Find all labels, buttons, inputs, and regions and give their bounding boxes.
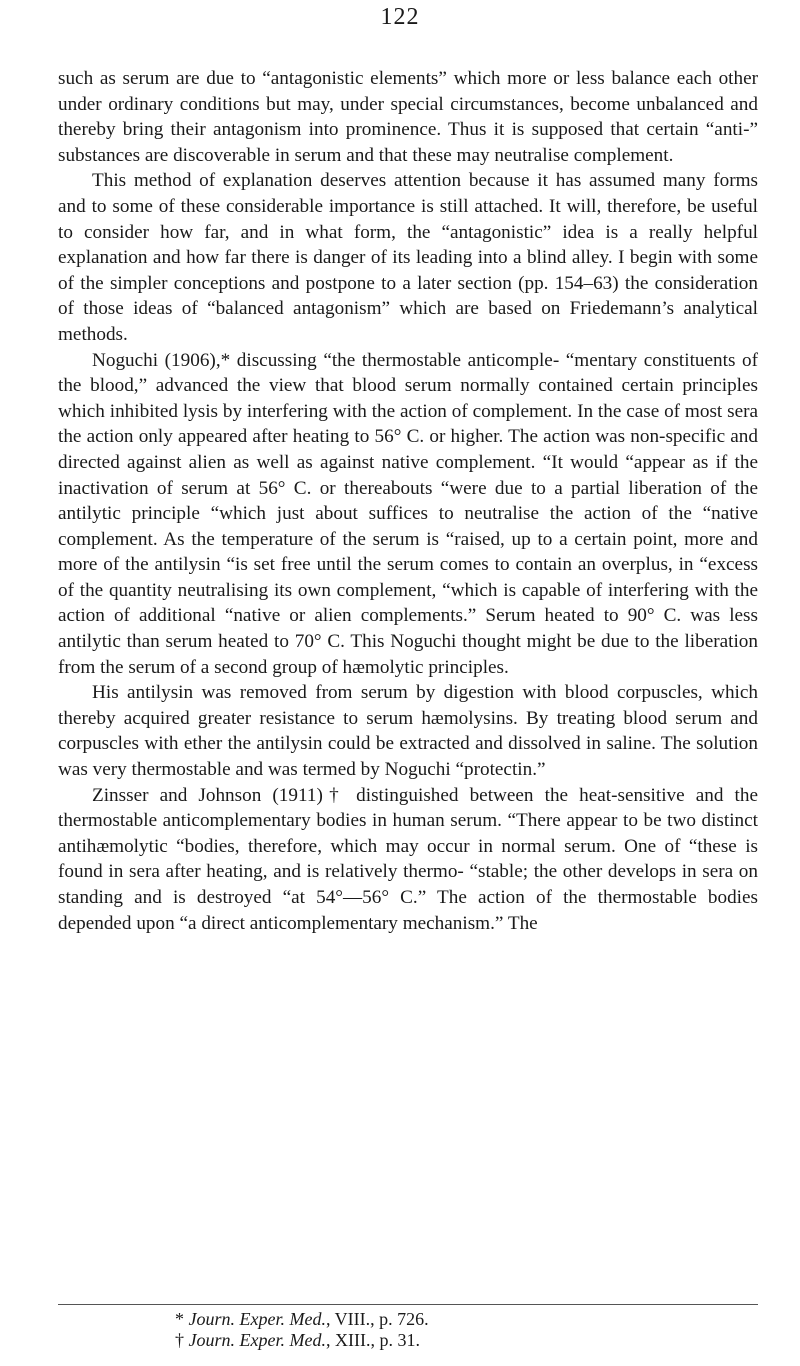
footnote-reference: , VIII., p. 726. [325, 1309, 429, 1329]
paragraph-noguchi-1906: Noguchi (1906),* discussing “the thermostable anticomple- “mentary constituents of the blood,” advanced the view that blood serum normally contained certain principles which inhibited lysis by interfering with the action of complement. In the case of most sera the action only appeared after heating to 56° C. or higher. The action was non-specific and directed against alien as well as against native complement. “It would “appear as if the inactivation of serum at 56° C. or thereabouts “were due to a partial liberation of the antilytic principle “which just about suffices to neutralise the action of the “native complement. As the temperature of the serum is “raised, up to a certain point, more and more of the antilysin “is set free until the serum comes to contain an overplus, in “excess of the quantity neutralising its own complement, “which is capable of interfering with the action of additional “native or alien complements.” Serum heated to 90° C. was less antilytic than serum heated to 70° C. This Noguchi thought might be due to the liberation from the serum of a second group of hæmolytic principles. [58, 349, 758, 678]
body-text [58, 66, 758, 936]
paragraph-zinsser-johnson: Zinsser and Johnson (1911)† distinguished between the heat-sensitive and the thermostable anticomplementary bodies in human serum. “There appear to be two distinct antihæmolytic “bodies, therefore, which may occur in normal serum. One of “these is found in sera after heating, and is relatively thermo- “stable; the other develops in sera on standing and is destroyed “at 54°—56° C.” The action of the thermostable bodies depended upon “a direct anticomplementary mechanism.” The [58, 784, 758, 934]
paragraph-continuation: such as serum are due to “antagonistic elements” which more or less balance each other under ordinary conditions but may, under special circumstances, become unbalanced and thereby bring their antagonism into prominence. Thus it is supposed that certain “anti-” substances are discoverable in serum and that these may neutralise complement. [58, 68, 758, 166]
footnote-reference: , XIII., p. 31. [325, 1330, 420, 1350]
footnote-mark: † [175, 1330, 184, 1350]
footnotes [175, 1309, 735, 1351]
paragraph-antilysin-protectin: His antilysin was removed from serum by digestion with blood corpuscles, which thereby acquired greater resistance to serum hæmolysins. By treating blood serum and corpuscles with ether the antilysin could be extracted and dissolved in saline. The solution was very thermostable and was termed by Noguchi “protectin.” [58, 682, 758, 781]
page-number: 122 [380, 4, 420, 30]
footnote-journal: Journ. Exper. Med. [188, 1309, 326, 1329]
footnote [175, 1309, 735, 1330]
footnote-divider [58, 1304, 758, 1305]
footnote-journal: Journ. Exper. Med. [188, 1330, 326, 1350]
footnote-mark: * [175, 1309, 184, 1329]
paragraph-explanation-method: This method of explanation deserves attention because it has assumed many forms and to some of these considerable importance is still attached. It will, therefore, be useful to consider how far, and in what form, the “antagonistic” idea is a really helpful explanation and how far there is danger of its leading into a blind alley. I begin with some of the simpler conceptions and postpone to a later section (pp. 154–63) the consideration of those ideas of “balanced antagonism” which are based on Friedemann’s analytical methods. [58, 170, 758, 345]
footnote [175, 1330, 735, 1351]
